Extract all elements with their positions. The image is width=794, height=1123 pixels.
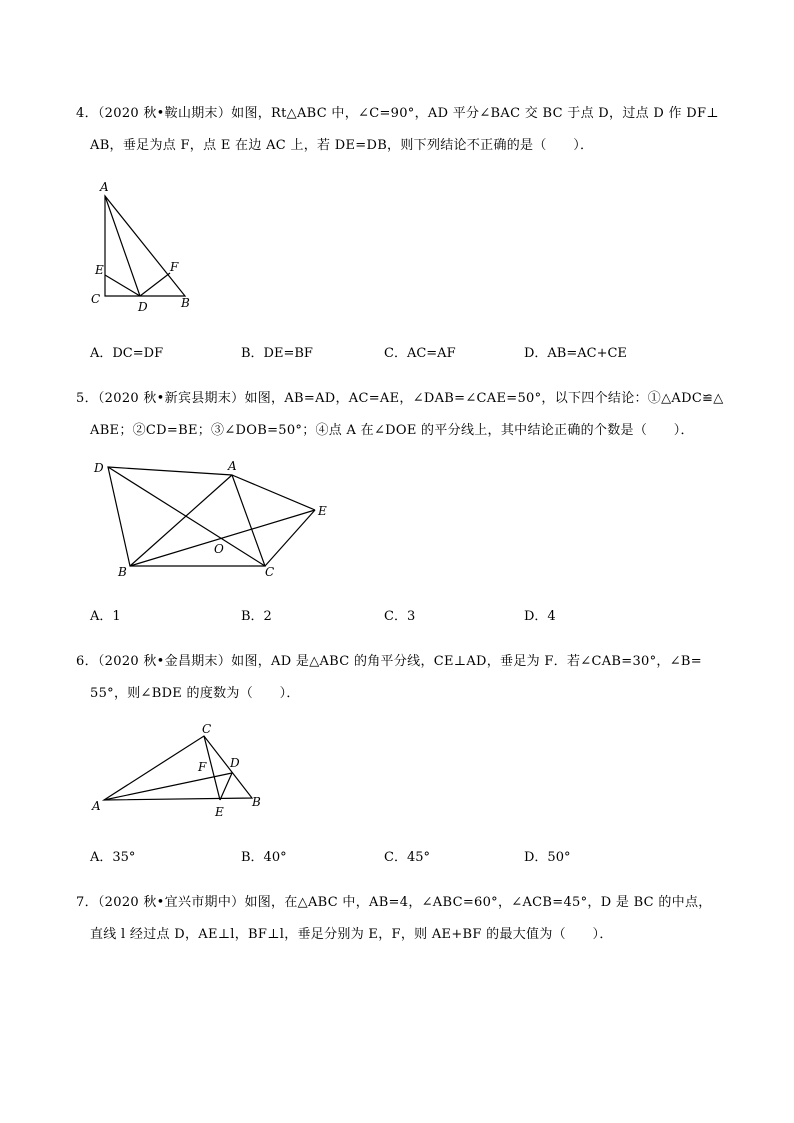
q5-line1: 5．（2020 秋•新宾县期末）如图，AB=AD，AC=AE，∠DAB=∠CAE=50°，以下四个结论：①△ADC≌△ — [76, 391, 724, 406]
q6-segment-de — [220, 773, 232, 800]
q4-figure — [85, 176, 205, 316]
q5-figure — [90, 455, 340, 585]
q4-segment-de — [105, 275, 140, 296]
q4-option-d[interactable]: D．AB=AC+CE — [524, 346, 627, 361]
q4-option-a[interactable]: A．DC=DF — [90, 346, 164, 361]
q4-label-a: A — [100, 180, 109, 194]
q7-line1: 7．（2020 秋•宜兴市期中）如图，在△ABC 中，AB=4，∠ABC=60°，∠ACB=45°，D 是 BC 的中点， — [76, 895, 712, 910]
q4-triangle-abc — [105, 196, 185, 296]
q6-figure — [90, 718, 270, 823]
q4-option-c[interactable]: C．AC=AF — [384, 346, 456, 361]
q5-label-e: E — [318, 504, 327, 518]
q4-label-d: D — [138, 300, 148, 314]
q4-segment-df — [140, 273, 170, 296]
q6-option-b[interactable]: B．40° — [241, 850, 287, 865]
q6-option-a[interactable]: A．35° — [90, 850, 136, 865]
q6-label-b: B — [252, 795, 261, 809]
q4-segment-ad — [105, 196, 140, 296]
q7-line2: 直线 l 经过点 D，AE⊥l，BF⊥l，垂足分别为 E，F，则 AE+BF 的最大值为（ ）． — [90, 927, 613, 942]
q4-label-e: E — [95, 263, 104, 277]
q5-label-d: D — [94, 461, 104, 475]
q5-label-o: O — [214, 542, 224, 556]
q5-label-a: A — [228, 459, 237, 473]
q5-option-b[interactable]: B．2 — [241, 609, 272, 624]
q4-label-c: C — [91, 292, 101, 306]
q4-option-b[interactable]: B．DE=BF — [241, 346, 313, 361]
q5-segment-dc — [108, 467, 265, 566]
q6-label-c: C — [202, 722, 212, 736]
q5-label-b: B — [118, 565, 127, 579]
q5-label-c: C — [265, 565, 275, 579]
q5-option-a[interactable]: A．1 — [90, 609, 121, 624]
q4-label-b: B — [181, 296, 190, 310]
q6-line2: 55°，则∠BDE 的度数为（ ）． — [90, 686, 300, 701]
q5-line2: ABE；②CD=BE；③∠DOB=50°；④点 A 在∠DOE 的平分线上，其中结论正确的个数是（ ）． — [90, 423, 694, 438]
q5-segment-be — [130, 510, 315, 566]
q6-label-a: A — [92, 799, 101, 813]
q6-segment-ad — [104, 773, 232, 800]
q6-label-f: F — [198, 760, 207, 774]
q5-segment-ae — [232, 475, 315, 510]
q5-option-c[interactable]: C．3 — [384, 609, 416, 624]
q5-segment-ce — [265, 510, 315, 566]
q4-label-f: F — [170, 260, 179, 274]
q5-option-d[interactable]: D．4 — [524, 609, 556, 624]
q6-line1: 6．（2020 秋•金昌期末）如图，AD 是△ABC 的角平分线，CE⊥AD，垂足为 F．若∠CAB=30°，∠B= — [76, 654, 702, 669]
q6-label-d: D — [230, 756, 240, 770]
q6-label-e: E — [215, 805, 224, 819]
q4-line1: 4．（2020 秋•鞍山期末）如图，Rt△ABC 中，∠C=90°，AD 平分∠BAC 交 BC 于点 D，过点 D 作 DF⊥ — [76, 106, 719, 121]
q6-option-c[interactable]: C．45° — [384, 850, 430, 865]
q6-option-d[interactable]: D．50° — [524, 850, 571, 865]
q4-line2: AB，垂足为点 F，点 E 在边 AC 上，若 DE=DB，则下列结论不正确的是（ ）． — [90, 138, 594, 153]
